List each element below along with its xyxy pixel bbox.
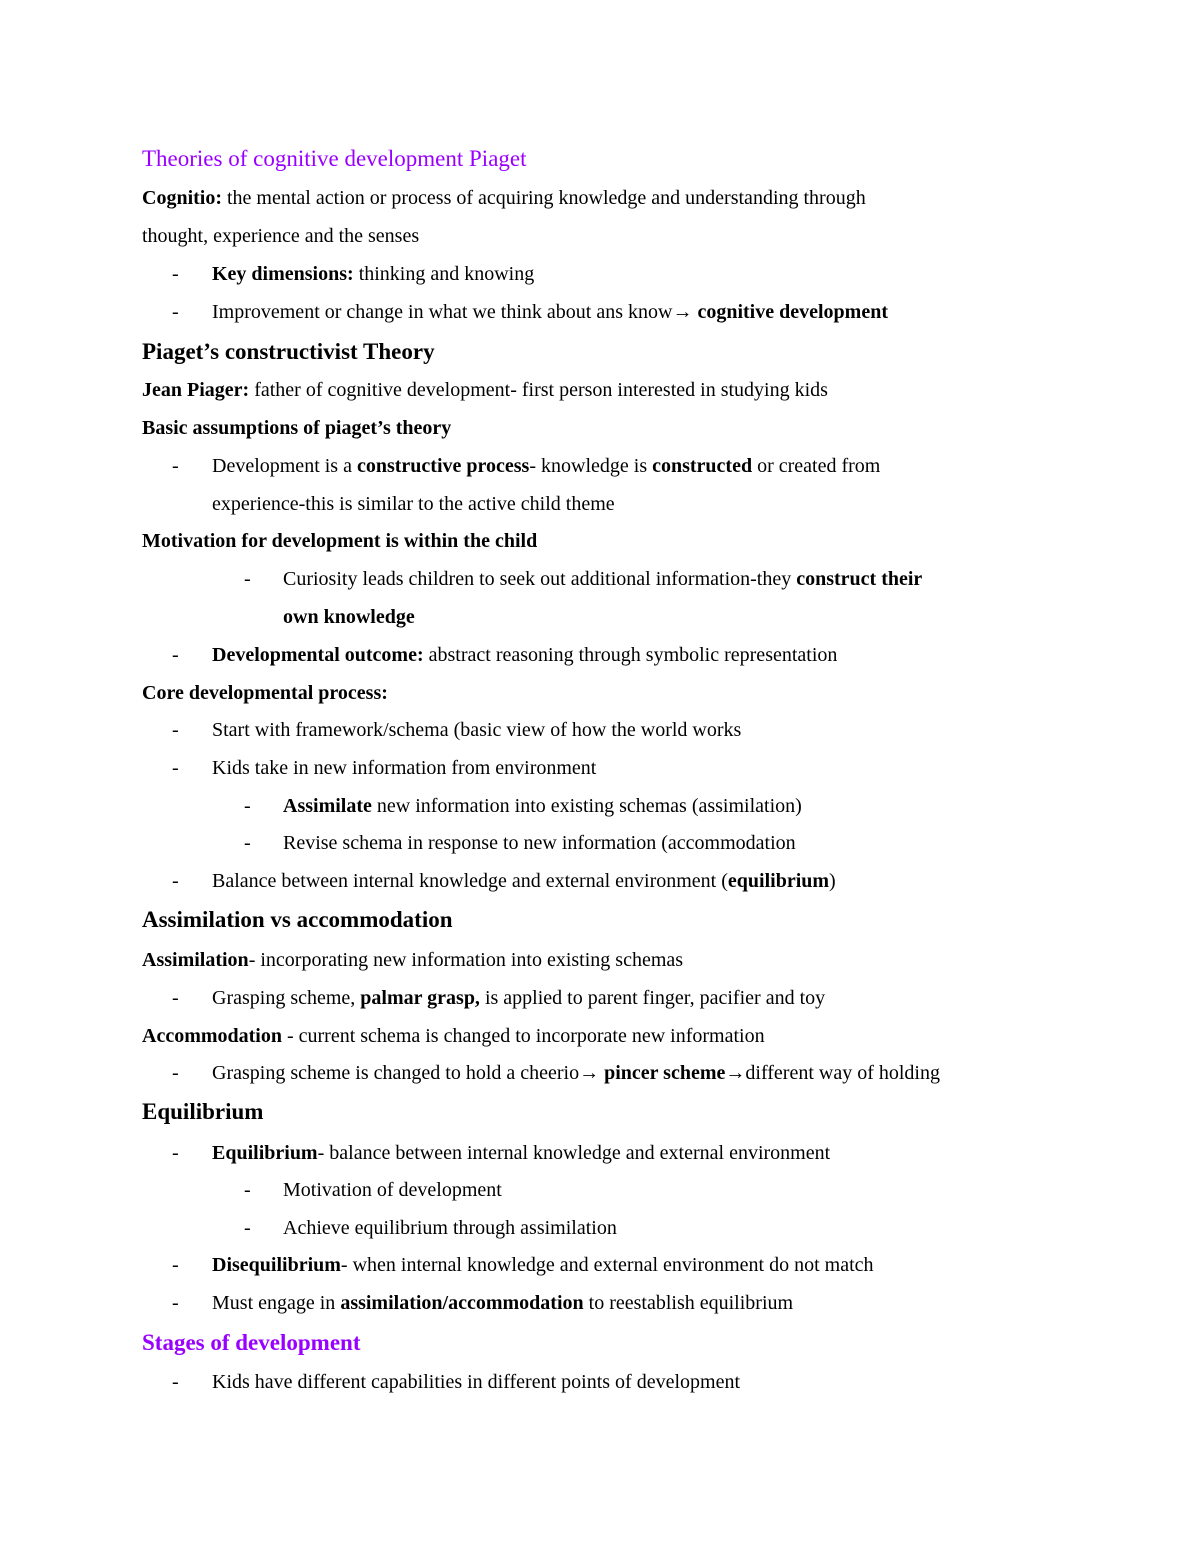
list-item-motivation-of-development xyxy=(244,1178,502,1202)
text: Motivation of development xyxy=(283,1179,502,1201)
term-accommodation: Accommodation xyxy=(142,1025,282,1047)
text: - knowledge is xyxy=(529,455,653,477)
text: to reestablish equilibrium xyxy=(583,1292,794,1314)
list-item-developmental-outcome xyxy=(172,643,837,667)
list-item-different-capabilities xyxy=(172,1370,740,1394)
text: Basic assumptions of piaget’s theory xyxy=(142,417,452,439)
text: thinking and knowing xyxy=(353,263,535,285)
bullet-dash: - xyxy=(244,1217,251,1239)
list-item-revise-schema xyxy=(244,831,796,855)
list-item-development-process-cont: experience-this is similar to the active child theme xyxy=(212,493,615,515)
list-item-must-engage xyxy=(172,1291,793,1315)
text: or created from xyxy=(752,455,881,477)
bullet-dash: - xyxy=(172,644,179,666)
jean-piager-line xyxy=(142,378,828,402)
term-assimilation-accommodation: assimilation/accommodation xyxy=(340,1292,584,1314)
term-constructive-process: constructive process xyxy=(356,455,530,477)
bullet-dash: - xyxy=(172,987,179,1009)
bullet-dash: - xyxy=(172,1062,179,1084)
term-developmental-outcome: Developmental outcome: xyxy=(212,644,424,666)
heading-equilibrium: Equilibrium xyxy=(142,1099,264,1124)
heading-constructivist: Piaget’s constructivist Theory xyxy=(142,339,435,364)
cognitio-definition-line2: thought, experience and the senses xyxy=(142,225,420,247)
term-construct-their: construct their xyxy=(796,568,923,590)
term-pincer-scheme: pincer scheme xyxy=(599,1062,726,1084)
bullet-dash: - xyxy=(172,1292,179,1314)
term-equilibrium: equilibrium xyxy=(727,870,830,892)
subheading-core-process xyxy=(142,681,388,705)
cognitio-def: the mental action or process of acquiring knowledge and understanding through xyxy=(222,187,866,209)
text: Curiosity leads children to seek out additional information-they xyxy=(283,568,797,590)
heading-theories: Theories of cognitive development Piaget xyxy=(142,146,527,171)
text: Grasping scheme is changed to hold a cheerio xyxy=(212,1062,580,1084)
text: abstract reasoning through symbolic representation xyxy=(423,644,838,666)
bullet-dash: - xyxy=(172,1254,179,1276)
text: Motivation for development is within the child xyxy=(142,530,538,552)
bullet-dash: - xyxy=(172,757,179,779)
bullet-dash: - xyxy=(244,832,251,854)
list-item-development-process xyxy=(172,454,880,478)
term-jean-piager: Jean Piager: xyxy=(142,379,250,401)
bullet-dash: - xyxy=(172,263,179,285)
text: - balance between internal knowledge and external environment xyxy=(317,1142,831,1164)
bullet-dash: - xyxy=(244,795,251,817)
list-item-curiosity xyxy=(244,567,922,591)
text: Revise schema in response to new information (accommodation xyxy=(283,832,796,854)
list-item-assimilate xyxy=(244,794,802,818)
list-item-balance xyxy=(172,869,836,893)
term-disequilibrium: Disequilibrium xyxy=(212,1254,341,1276)
list-item-improvement xyxy=(172,300,888,324)
bullet-dash: - xyxy=(172,870,179,892)
text: - incorporating new information into existing schemas xyxy=(248,949,684,971)
text: Development is a xyxy=(212,455,357,477)
text: Achieve equilibrium through assimilation xyxy=(283,1217,617,1239)
list-item-pincer-scheme xyxy=(172,1061,940,1085)
text: ) xyxy=(829,870,836,892)
bullet-dash: - xyxy=(172,455,179,477)
term-assimilation: Assimilation xyxy=(142,949,249,971)
text: Grasping scheme, xyxy=(212,987,361,1009)
text: father of cognitive development- first person interested in studying kids xyxy=(249,379,828,401)
right-arrow-icon: → xyxy=(672,301,693,323)
bullet-dash: - xyxy=(244,568,251,590)
bullet-dash: - xyxy=(244,1179,251,1201)
list-item-palmar-grasp xyxy=(172,986,825,1010)
accommodation-definition xyxy=(142,1024,765,1048)
text: - current schema is changed to incorporate new information xyxy=(281,1025,765,1047)
term-palmar-grasp: palmar grasp, xyxy=(360,987,480,1009)
term-own-knowledge: own knowledge xyxy=(283,606,415,628)
list-item-key-dimensions xyxy=(172,262,534,286)
text: different way of holding xyxy=(745,1062,940,1084)
list-item-disequilibrium xyxy=(172,1253,874,1277)
list-item-achieve-equilibrium xyxy=(244,1216,617,1240)
text: Core developmental process: xyxy=(142,682,388,704)
cognitio-definition-line1 xyxy=(142,186,866,210)
term-cognitio: Cognitio: xyxy=(142,187,222,209)
text: - when internal knowledge and external environment do not match xyxy=(340,1254,874,1276)
right-arrow-icon: → xyxy=(579,1062,600,1084)
right-arrow-icon: → xyxy=(725,1062,746,1084)
heading-assim-vs-accom: Assimilation vs accommodation xyxy=(142,907,453,932)
list-item-kids-take-in xyxy=(172,756,596,780)
text: Must engage in xyxy=(212,1292,341,1314)
term-assimilate: Assimilate xyxy=(283,795,372,817)
list-item-equilibrium xyxy=(172,1141,830,1165)
text: Kids have different capabilities in different points of development xyxy=(212,1371,740,1393)
term-cognitive-development: cognitive development xyxy=(692,301,888,323)
text: new information into existing schemas (assimilation) xyxy=(371,795,802,817)
text: Balance between internal knowledge and external environment ( xyxy=(212,870,728,892)
subheading-motivation xyxy=(142,529,537,553)
bullet-dash: - xyxy=(172,301,179,323)
term-equilibrium: Equilibrium xyxy=(212,1142,318,1164)
list-item-curiosity-cont xyxy=(283,605,415,629)
bullet-dash: - xyxy=(172,1371,179,1393)
bullet-dash: - xyxy=(172,719,179,741)
subheading-basic-assumptions xyxy=(142,416,451,440)
term-key-dimensions: Key dimensions: xyxy=(212,263,354,285)
text: Start with framework/schema (basic view of how the world works xyxy=(212,719,742,741)
text: is applied to parent finger, pacifier and toy xyxy=(479,987,826,1009)
heading-stages: Stages of development xyxy=(142,1330,361,1355)
term-constructed: constructed xyxy=(652,455,753,477)
bullet-dash: - xyxy=(172,1142,179,1164)
text: Improvement or change in what we think about ans know xyxy=(212,301,673,323)
text: Kids take in new information from environment xyxy=(212,757,597,779)
list-item-start-framework xyxy=(172,718,741,742)
assimilation-definition xyxy=(142,948,683,972)
